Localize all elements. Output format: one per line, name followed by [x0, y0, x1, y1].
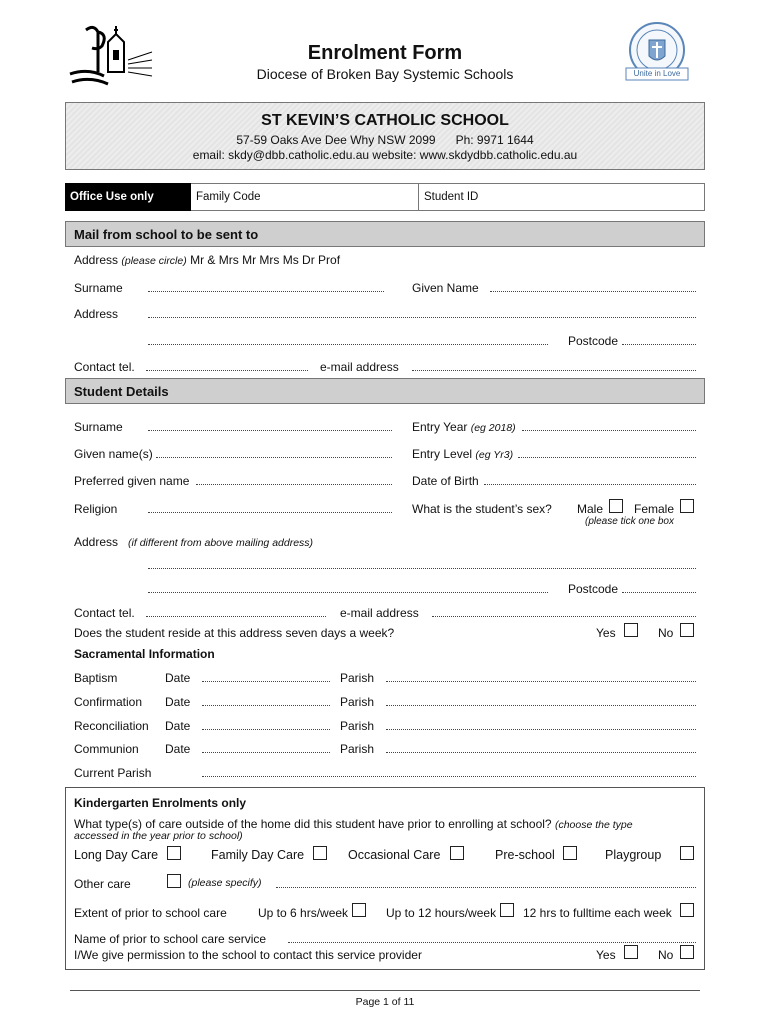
- religion-field[interactable]: [148, 512, 392, 513]
- mail-titles-options[interactable]: Mr & Mrs Mr Mrs Ms Dr Prof: [190, 253, 341, 267]
- extent-option-checkbox[interactable]: [500, 903, 514, 917]
- kinder-question-hint2: accessed in the year prior to school): [74, 830, 243, 842]
- mail-given-name-field[interactable]: [490, 291, 696, 292]
- sac-row-name: Reconciliation: [74, 719, 149, 733]
- student-id-label: Student ID: [424, 191, 479, 203]
- dob-field[interactable]: [484, 484, 696, 485]
- page-subtitle: Diocese of Broken Bay Systemic Schools: [256, 66, 514, 82]
- kinder-question-hint: (choose the type: [554, 819, 633, 831]
- sac-row-name: Confirmation: [74, 695, 143, 709]
- footer-rule: [70, 990, 700, 991]
- mail-address-label: Address: [74, 253, 119, 267]
- sac-row-date-field[interactable]: [202, 681, 330, 682]
- extent-option-label: Up to 6 hrs/week: [258, 906, 349, 920]
- permission-yes-label: Yes: [596, 948, 616, 962]
- student-section-header: [65, 378, 705, 404]
- mail-email-label: e-mail address: [320, 360, 399, 374]
- mail-address-title-line: [74, 253, 340, 267]
- student-address-line: [74, 535, 313, 549]
- current-parish-field[interactable]: [202, 776, 696, 777]
- service-name-label: Name of prior to school care service: [74, 932, 267, 946]
- care-option-label: Family Day Care: [211, 848, 305, 862]
- sac-row-parish-label: Parish: [340, 695, 375, 709]
- tick-hint: (please tick one box: [585, 516, 674, 527]
- student-email-field[interactable]: [432, 616, 696, 617]
- reside-yes-checkbox[interactable]: [624, 623, 638, 637]
- given-names-field[interactable]: [156, 457, 392, 458]
- sac-row-date-label: Date: [165, 671, 191, 685]
- school-email-link[interactable]: skdy@dbb.catholic.edu.au: [228, 148, 370, 162]
- other-care-hint: (please specify): [188, 877, 262, 889]
- female-label: Female: [634, 502, 675, 516]
- crest-motto: Unite in Love: [633, 69, 681, 78]
- sex-question: What is the student’s sex?: [412, 502, 552, 516]
- reside-no-label: No: [658, 626, 674, 640]
- care-option-label: Long Day Care: [74, 848, 159, 862]
- mail-email-field[interactable]: [412, 370, 696, 371]
- sac-row-date-field[interactable]: [202, 752, 330, 753]
- care-option-checkbox[interactable]: [450, 846, 464, 860]
- kinder-question: What type(s) of care outside of the home did this student have prior to enrolling at school?: [74, 817, 552, 831]
- mail-section-title: Mail from school to be sent to: [74, 227, 259, 242]
- student-surname-field[interactable]: [148, 430, 392, 431]
- mail-contact-field[interactable]: [146, 370, 308, 371]
- sac-row-name: Communion: [74, 742, 139, 756]
- email-label: email:: [192, 148, 225, 162]
- student-address-field-1[interactable]: [148, 568, 696, 569]
- mail-surname-field[interactable]: [148, 291, 384, 292]
- mail-contact-label: Contact tel.: [74, 360, 135, 374]
- family-code-label: Family Code: [196, 191, 261, 203]
- other-care-checkbox[interactable]: [167, 874, 181, 888]
- permission-label: I/We give permission to the school to contact this service provider: [74, 948, 422, 962]
- care-option-checkbox[interactable]: [313, 846, 327, 860]
- care-option-label: Pre-school: [495, 848, 555, 862]
- male-checkbox[interactable]: [609, 499, 623, 513]
- given-names-label: Given name(s): [74, 447, 153, 461]
- mail-postcode-field[interactable]: [622, 344, 696, 345]
- student-contact-field[interactable]: [146, 616, 326, 617]
- permission-no-checkbox[interactable]: [680, 945, 694, 959]
- sac-row-parish-field[interactable]: [386, 681, 696, 682]
- preferred-name-field[interactable]: [196, 484, 392, 485]
- care-option-label: Occasional Care: [348, 848, 441, 862]
- entry-level-label: Entry Level: [412, 447, 473, 461]
- mail-address-label2: Address: [74, 307, 119, 321]
- other-care-field[interactable]: [276, 887, 696, 888]
- mail-address-field-1[interactable]: [148, 317, 696, 318]
- care-option-checkbox[interactable]: [680, 846, 694, 860]
- female-checkbox[interactable]: [680, 499, 694, 513]
- sac-row-name: Baptism: [74, 671, 118, 685]
- reside-no-checkbox[interactable]: [680, 623, 694, 637]
- care-option-checkbox[interactable]: [563, 846, 577, 860]
- entry-year-line: [412, 420, 516, 434]
- other-care-label: Other care: [74, 877, 131, 891]
- mail-surname-label: Surname: [74, 281, 123, 295]
- school-contact-line: [65, 148, 705, 162]
- student-address-label: Address: [74, 535, 119, 549]
- entry-level-field[interactable]: [518, 457, 696, 458]
- school-name: ST KEVIN’S CATHOLIC SCHOOL: [261, 112, 509, 129]
- reside-yes-label: Yes: [596, 626, 616, 640]
- sac-row-parish-label: Parish: [340, 671, 375, 685]
- extent-option-label: 12 hrs to fulltime each week: [523, 906, 672, 920]
- preferred-name-label: Preferred given name: [74, 474, 190, 488]
- dob-label: Date of Birth: [412, 474, 479, 488]
- service-name-field[interactable]: [288, 942, 696, 943]
- current-parish-label: Current Parish: [74, 766, 152, 780]
- mail-address-field-2[interactable]: [148, 344, 548, 345]
- sac-row-parish-label: Parish: [340, 742, 375, 756]
- student-postcode-label: Postcode: [568, 582, 619, 596]
- mail-section-header: [65, 221, 705, 247]
- mail-postcode-label: Postcode: [568, 334, 619, 348]
- school-website-link[interactable]: www.skdydbb.catholic.edu.au: [419, 148, 578, 162]
- reside-question: Does the student reside at this address seven days a week?: [74, 626, 395, 640]
- entry-level-hint: (eg Yr3): [475, 449, 514, 461]
- entry-year-field[interactable]: [522, 430, 696, 431]
- school-address-line: [65, 133, 705, 147]
- mail-address-hint: (please circle): [121, 255, 187, 267]
- sac-row-date-label: Date: [165, 742, 191, 756]
- student-address-hint: (if different from above mailing address): [128, 537, 314, 549]
- extent-label: Extent of prior to school care: [74, 906, 227, 920]
- student-section-title: Student Details: [74, 384, 169, 399]
- student-postcode-field[interactable]: [622, 592, 696, 593]
- care-option-checkbox[interactable]: [167, 846, 181, 860]
- page-title: Enrolment Form: [307, 42, 463, 64]
- extent-option-checkbox[interactable]: [352, 903, 366, 917]
- student-surname-label: Surname: [74, 420, 123, 434]
- kinder-heading: Kindergarten Enrolments only: [74, 796, 247, 810]
- kinder-question-line: [74, 817, 633, 831]
- school-phone: Ph: 9971 1644: [455, 133, 534, 147]
- permission-yes-checkbox[interactable]: [624, 945, 638, 959]
- office-divider: [418, 183, 419, 211]
- school-crest-icon: [614, 20, 700, 86]
- extent-option-checkbox[interactable]: [680, 903, 694, 917]
- religion-label: Religion: [74, 502, 118, 516]
- student-contact-label: Contact tel.: [74, 606, 135, 620]
- care-option-label: Playgroup: [605, 848, 662, 862]
- entry-level-line: [412, 447, 513, 461]
- sac-row-parish-field[interactable]: [386, 729, 696, 730]
- sac-row-date-label: Date: [165, 695, 191, 709]
- extent-option-label: Up to 12 hours/week: [386, 906, 497, 920]
- student-address-field-2[interactable]: [148, 592, 548, 593]
- website-label: website:: [372, 148, 417, 162]
- student-email-label: e-mail address: [340, 606, 419, 620]
- sacramental-heading: Sacramental Information: [74, 647, 215, 661]
- sac-row-date-field[interactable]: [202, 729, 330, 730]
- male-label: Male: [577, 502, 604, 516]
- office-use-label: Office Use only: [70, 191, 154, 203]
- page-number: Page 1 of 11: [355, 996, 415, 1008]
- permission-no-label: No: [658, 948, 674, 962]
- sac-row-parish-field[interactable]: [386, 705, 696, 706]
- sac-row-date-field[interactable]: [202, 705, 330, 706]
- school-address: 57-59 Oaks Ave Dee Why NSW 2099: [236, 133, 436, 147]
- sac-row-parish-label: Parish: [340, 719, 375, 733]
- entry-year-label: Entry Year: [412, 420, 468, 434]
- entry-year-hint: (eg 2018): [470, 422, 516, 434]
- sac-row-date-label: Date: [165, 719, 191, 733]
- sac-row-parish-field[interactable]: [386, 752, 696, 753]
- mail-given-name-label: Given Name: [412, 281, 479, 295]
